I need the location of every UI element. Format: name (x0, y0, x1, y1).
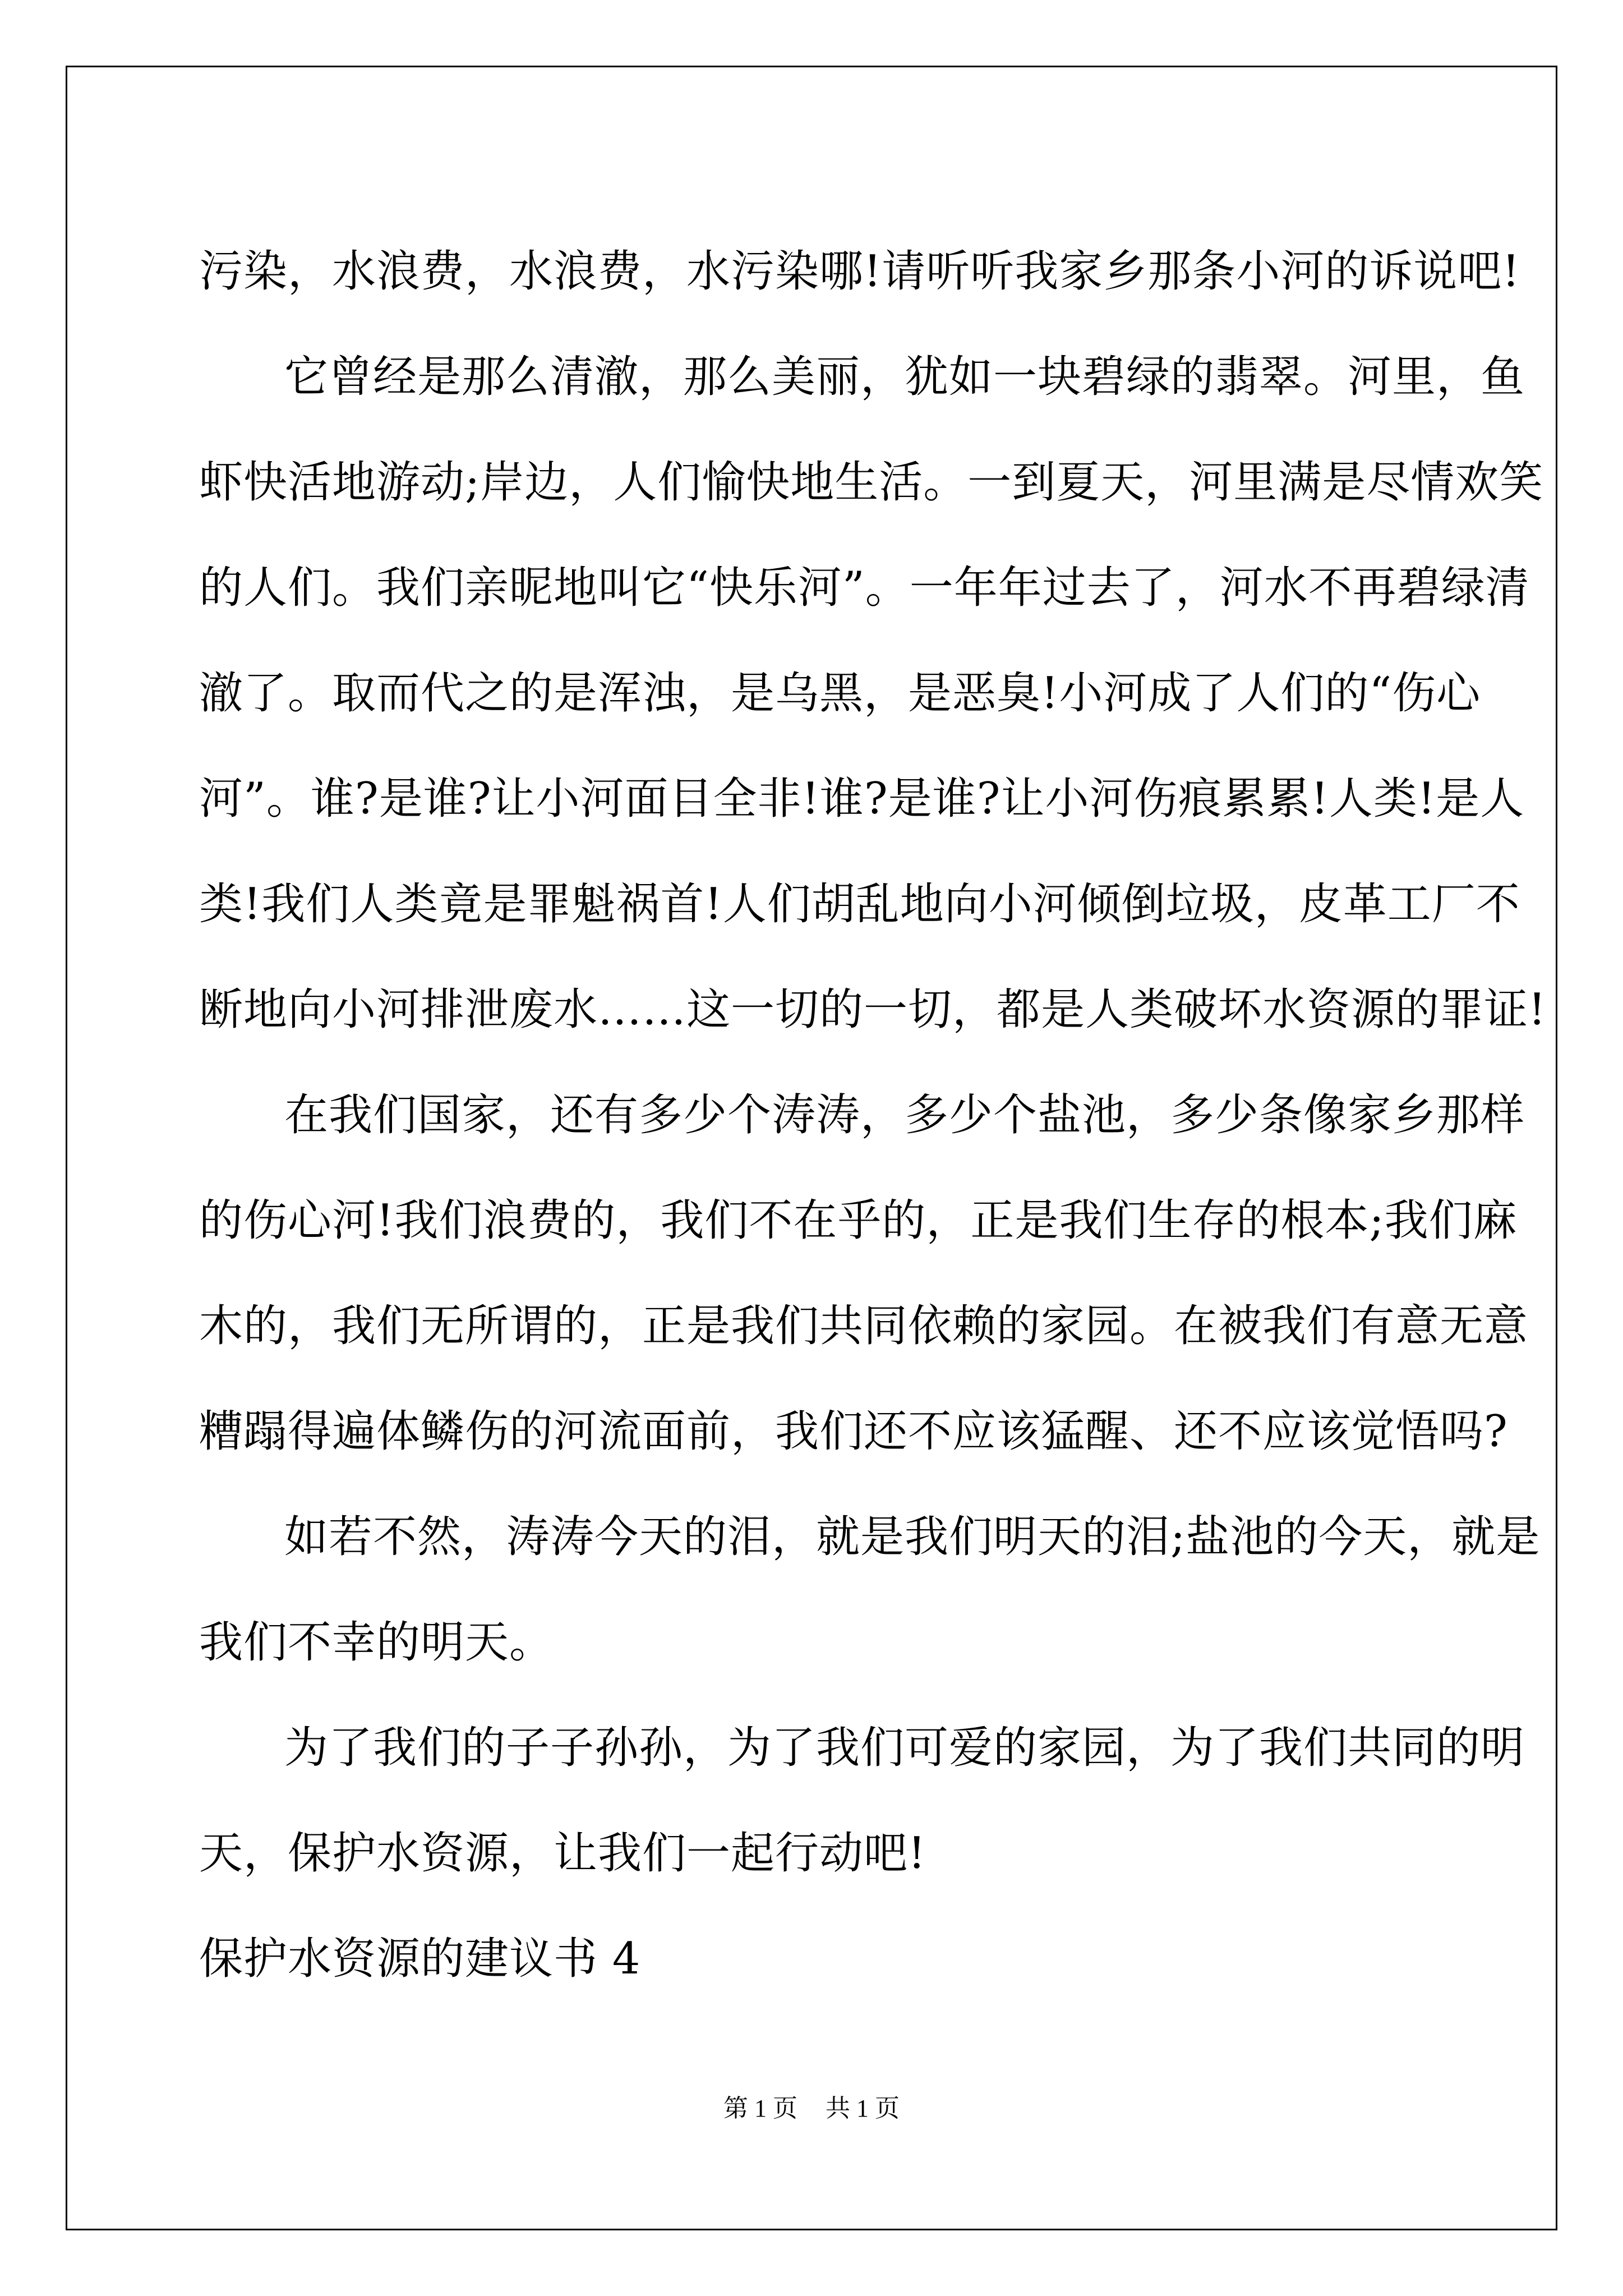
text-line-7: 类!我们人类竟是罪魁祸首!人们胡乱地向小河倾倒垃圾，皮革工厂不 (199, 879, 1520, 930)
text-line-12: 糟蹋得遍体鳞伤的河流面前，我们还不应该猛醒、还不应该觉悟吗? (199, 1406, 1508, 1457)
text-line-2: 它曾经是那么清澈，那么美丽，犹如一块碧绿的翡翠。河里，鱼 (284, 352, 1525, 402)
text-line-10: 的伤心河!我们浪费的，我们不在乎的，正是我们生存的根本;我们麻 (199, 1195, 1518, 1246)
section-heading: 保护水资源的建议书 4 (199, 1934, 641, 1984)
text-line-3: 虾快活地游动;岸边，人们愉快地生活。一到夏天，河里满是尽情欢笑 (199, 457, 1544, 508)
text-line-9: 在我们国家，还有多少个涛涛，多少个盐池，多少条像家乡那样 (284, 1090, 1525, 1140)
document-body (199, 219, 1547, 2012)
text-line-5: 澈了。取而代之的是浑浊，是乌黑，是恶臭!小河成了人们的“伤心 (199, 668, 1481, 719)
page-footer (0, 2088, 1623, 2124)
page-number: 第 1 页 (723, 2095, 797, 2122)
text-line-6: 河”。谁?是谁?让小河面目全非!谁?是谁?让小河伤痕累累!人类!是人 (199, 774, 1525, 824)
text-line-4: 的人们。我们亲昵地叫它“快乐河”。一年年过去了，河水不再碧绿清 (199, 563, 1530, 613)
text-line-8: 断地向小河排泄废水……这一切的一切，都是人类破坏水资源的罪证! (199, 984, 1547, 1035)
page-total: 共 1 页 (826, 2095, 900, 2122)
text-line-1: 污染，水浪费，水浪费，水污染哪!请听听我家乡那条小河的诉说吧! (199, 246, 1520, 297)
text-line-13: 如若不然，涛涛今天的泪，就是我们明天的泪;盐池的今天，就是 (284, 1512, 1541, 1562)
text-line-14: 我们不幸的明天。 (199, 1617, 554, 1668)
text-line-11: 木的，我们无所谓的，正是我们共同依赖的家园。在被我们有意无意 (199, 1301, 1529, 1351)
text-line-15: 为了我们的子子孙孙，为了我们可爱的家园，为了我们共同的明 (284, 1723, 1525, 1773)
text-line-16: 天，保护水资源，让我们一起行动吧! (199, 1828, 926, 1879)
